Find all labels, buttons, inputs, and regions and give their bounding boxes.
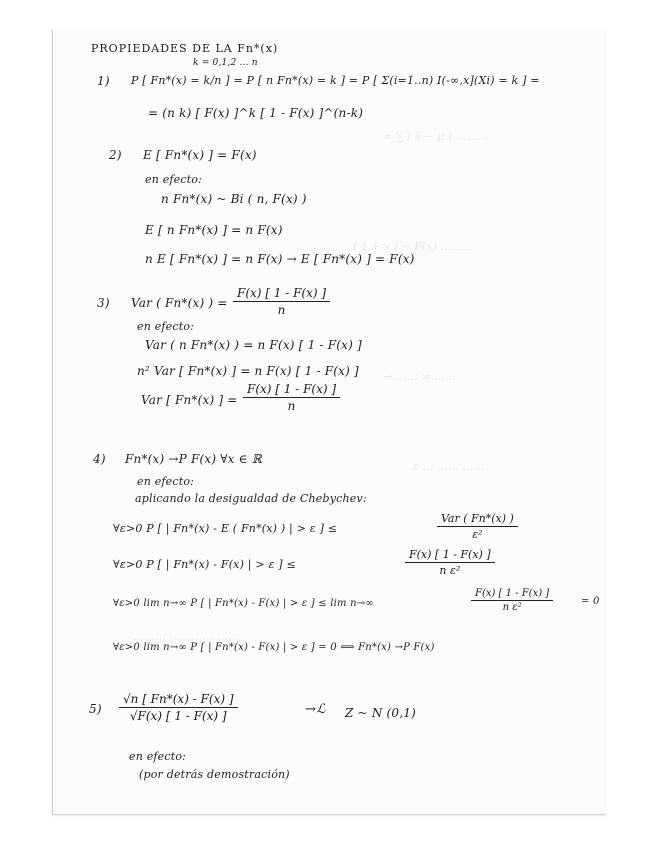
property-3-line3-lhs: Var [ Fn*(x) ] = (141, 393, 238, 407)
bleed-through-text: ≈ ∑ ( x̄ − μ ) ……… (383, 130, 489, 143)
property-2-distribution: n Fn*(x) ~ Bi ( n, F(x) ) (161, 192, 307, 206)
fraction-denominator: n (287, 399, 296, 413)
property-3-line1: Var ( n Fn*(x) ) = n F(x) [ 1 - F(x) ] (145, 338, 362, 352)
property-2-cancellation: n E [ Fn*(x) ] = n F(x) → E [ Fn*(x) ] = F(x) (145, 252, 415, 266)
bleed-through-text: ……… ………… …… (133, 630, 239, 643)
convergence-in-law-arrow: →ℒ (305, 702, 326, 717)
property-3-result-fraction (243, 382, 340, 413)
property-4-en-efecto: en efecto: (137, 475, 195, 488)
chebyshev-line-3-tail: = 0 (581, 596, 600, 607)
fraction-denominator: n ε² (502, 602, 522, 613)
property-5-en-efecto: en efecto: (129, 750, 187, 763)
page-title: PROPIEDADES DE LA Fn*(x) (91, 42, 279, 55)
property-2-statement: E [ Fn*(x) ] = F(x) (143, 148, 257, 162)
chebyshev-fraction-3 (471, 588, 553, 613)
fraction-numerator: F(x) [ 1 - F(x) ] (233, 286, 330, 302)
property-3-line2: n² Var [ Fn*(x) ] = n F(x) [ 1 - F(x) ] (137, 364, 359, 378)
property-4-label: 4) (93, 452, 106, 466)
handwritten-sheet (52, 30, 606, 815)
bleed-through-text: ε … …… …… (413, 460, 485, 473)
property-2-label: 2) (109, 148, 122, 162)
property-2-expectation: E [ n Fn*(x) ] = n F(x) (145, 223, 283, 237)
property-1-label: 1) (97, 74, 110, 88)
bleed-through-text: ( 1 + x ) − F(x) ……… (353, 240, 474, 253)
fraction-numerator: F(x) [ 1 - F(x) ] (471, 588, 553, 601)
property-1-line2: = (n k) [ F(x) ]^k [ 1 - F(x) ]^(n-k) (148, 106, 364, 120)
property-5-label: 5) (89, 702, 102, 716)
chebyshev-line-2: ∀ε>0 P [ | Fn*(x) - F(x) | > ε ] ≤ (113, 558, 296, 571)
fraction-denominator: n (277, 303, 286, 317)
property-4-intro: aplicando la desigualdad de Chebychev: (135, 492, 367, 505)
bleed-through-text: → …… ∞ …… (383, 370, 456, 383)
fraction-numerator: √n [ Fn*(x) - F(x) ] (119, 692, 238, 708)
k-range-note: k = 0,1,2 ... n (193, 58, 258, 68)
property-2-en-efecto: en efecto: (145, 173, 203, 186)
property-5-note: (por detrás demostración) (139, 768, 290, 781)
fraction-numerator: F(x) [ 1 - F(x) ] (243, 382, 340, 398)
chebyshev-line-4: ∀ε>0 lim n→∞ P [ | Fn*(x) - F(x) | > ε ] = 0 ⟺ Fn*(x) →P F(x) (113, 642, 435, 653)
property-5-fraction (119, 692, 238, 723)
property-3-fraction (233, 286, 330, 317)
property-3-lhs: Var ( Fn*(x) ) = (131, 296, 228, 310)
chebyshev-fraction-1 (437, 512, 518, 541)
property-4-statement: Fn*(x) →P F(x) ∀x ∈ ℝ (125, 452, 262, 466)
property-3-en-efecto: en efecto: (137, 320, 195, 333)
property-1-line1: P [ Fn*(x) = k/n ] = P [ n Fn*(x) = k ] = P [ Σ(i=1..n) I(-∞,x](Xi) = k ] = (131, 74, 540, 87)
chebyshev-line-3: ∀ε>0 lim n→∞ P [ | Fn*(x) - F(x) | > ε ] ≤ lim n→∞ (113, 598, 374, 609)
fraction-denominator: ε² (472, 528, 483, 541)
fraction-denominator: √F(x) [ 1 - F(x) ] (129, 709, 227, 723)
property-5-result: Z ~ N (0,1) (345, 706, 416, 720)
fraction-numerator: F(x) [ 1 - F(x) ] (405, 548, 495, 563)
chebyshev-fraction-2 (405, 548, 495, 577)
property-3-label: 3) (97, 296, 110, 310)
chebyshev-line-1: ∀ε>0 P [ | Fn*(x) - E ( Fn*(x) ) | > ε ] ≤ (113, 522, 338, 535)
fraction-numerator: Var ( Fn*(x) ) (437, 512, 518, 527)
fraction-denominator: n ε² (439, 564, 461, 577)
